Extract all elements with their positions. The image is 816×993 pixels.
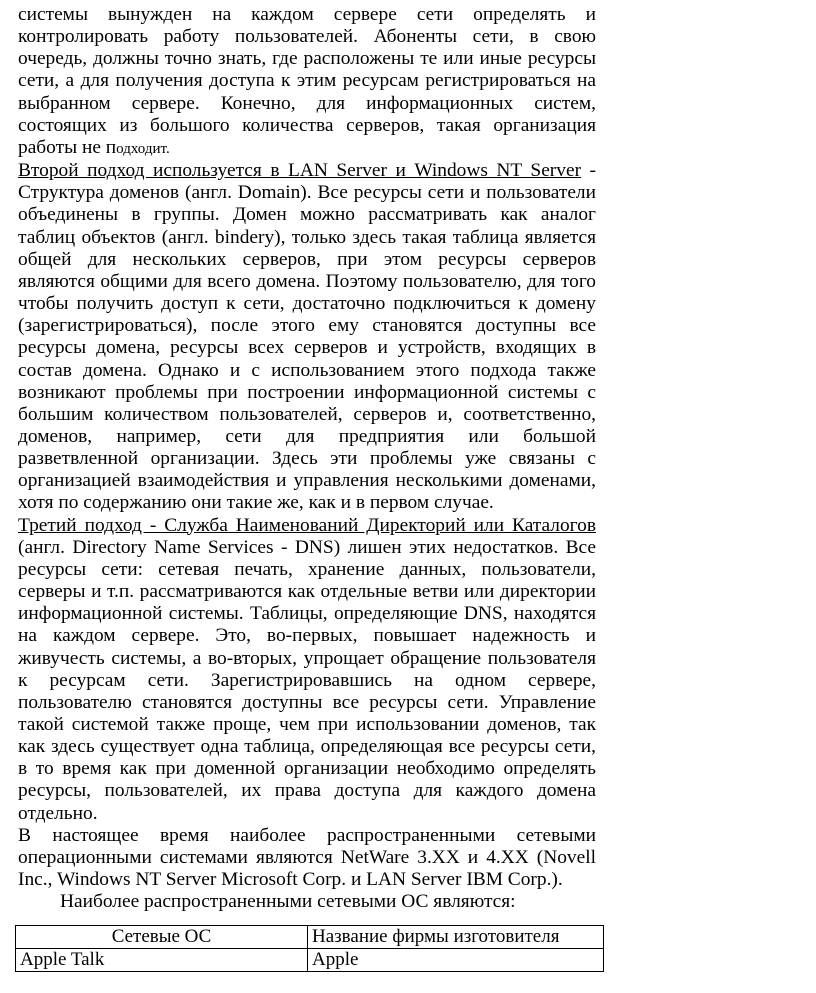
- paragraph-current-os: В настоящее время наиболее распространенными сетевыми операционными системами являются NetWare 3.XX и 4.XX (Novell Inc., Windows NT Server Microsoft Corp. и LAN Server IBM Corp.).: [18, 824, 596, 891]
- paragraph-text: - Структура доменов (англ. Domain). Все ресурсы сети и пользователи объединены в группы. Домен можно рассматривать как аналог таблиц объектов (англ. bindery), только здесь такая таблица является общей для нескольких серверов, при этом ресурсы серверов являются общими для всего домена. Поэтому пользователю, для того чтобы получить доступ к сети, достаточно подключиться к домену (зарегистрироваться), после этого ему становятся доступны все ресурсы домена, ресурсы всех серверов и устройств, входящих в состав домена. Однако и с использованием этого подхода также возникают проблемы при построении информационной системы с большим количеством пользователей, серверов и, соответственно, доменов, например, сети для предприятия или большой разветвленной организации. Здесь эти проблемы уже связаны с организацией взаимодействия и управления несколькими доменами, хотя по содержанию они такие же, как и в первом случае.: [18, 160, 596, 514]
- network-os-table: [15, 925, 604, 972]
- table-header-vendor: Название фирмы изготовителя: [308, 926, 604, 949]
- paragraph-text: системы вынужден на каждом сервере сети определять и контролировать работу пользователей. Абоненты сети, в свою очередь, должны точно знать, где расположены те или иные ресурсы сети, а для получения доступа к этим ресурсам регистрироваться на выбранном сервере. Конечно, для информационных систем, состоящих из большого количества серверов, такая организация работы не п: [18, 4, 596, 158]
- paragraph-second-approach: [18, 160, 596, 515]
- paragraph-table-intro: Наиболее распространенными сетевыми ОС являются:: [60, 891, 516, 913]
- table-cell-vendor: Apple: [308, 949, 604, 972]
- underlined-heading-third-approach: Третий подход - Служба Наименований Директорий или Каталогов: [18, 514, 596, 536]
- table-header-row: [16, 926, 604, 949]
- document-page: [18, 4, 596, 913]
- paragraph-first-approach-end: [18, 4, 596, 160]
- paragraph-tail-small: одходит.: [116, 140, 170, 157]
- table-cell-os: Apple Talk: [16, 949, 308, 972]
- table-row: [16, 949, 604, 972]
- table-header-os: Сетевые ОС: [16, 926, 308, 949]
- underlined-heading-second-approach: Второй подход используется в LAN Server и Windows NT Server: [18, 160, 582, 182]
- paragraph-third-approach: [18, 515, 596, 825]
- paragraph-text: (англ. Directory Name Services - DNS) лишен этих недостатков. Все ресурсы сети: сетевая печать, хранение данных, пользователи, серверы и т.п. рассматриваются как отдельные ветви или директории информационной системы. Таблицы, определяющие DNS, находятся на каждом сервере. Это, во-первых, повышает надежность и живучесть системы, а во-вторых, упрощает обращение пользователя к ресурсам сети. Зарегистрировавшись на одном сервере, пользователю становятся доступны все ресурсы сети. Управление такой системой также проще, чем при использовании доменов, так как здесь существует одна таблица, определяющая все ресурсы сети, в то время как при доменной организации необходимо определять ресурсы, пользователей, их права доступа для каждого домена отдельно.: [18, 536, 596, 824]
